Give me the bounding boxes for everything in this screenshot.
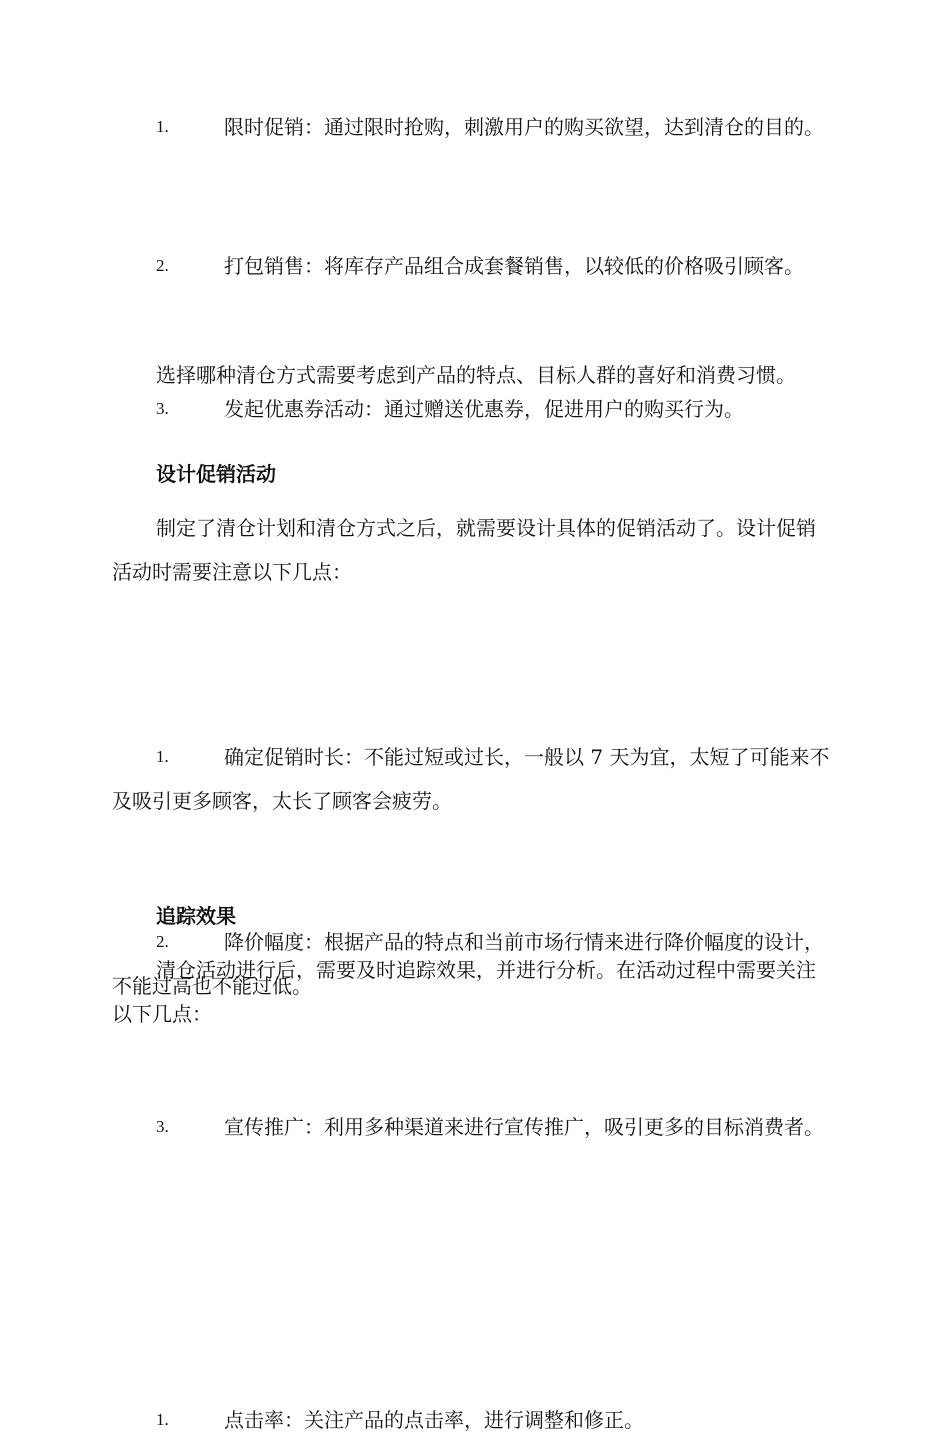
list-item bbox=[112, 1105, 832, 1149]
list-item bbox=[112, 105, 832, 149]
list-number: 1. bbox=[156, 747, 169, 766]
list-item-text: 降价幅度：根据产品的特点和当前市场行情来进行降价幅度的设计，不能过高也不能过低。 bbox=[112, 930, 824, 998]
list-item-text: 点击率：关注产品的点击率，进行调整和修正。 bbox=[224, 1408, 644, 1432]
list-item bbox=[112, 735, 832, 823]
list-item-text: 限时促销：通过限时抢购，刺激用户的购买欲望，达到清仓的目的。 bbox=[224, 115, 824, 139]
list-number: 1. bbox=[156, 117, 169, 136]
list-item-text: 打包销售：将库存产品组合成套餐销售，以较低的价格吸引顾客。 bbox=[224, 254, 804, 278]
list-number: 2. bbox=[156, 932, 169, 951]
paragraph: 选择哪种清仓方式需要考虑到产品的特点、目标人群的喜好和消费习惯。 bbox=[156, 363, 796, 387]
list-item-text: 确定促销时长：不能过短或过长，一般以 7 天为宜，太短了可能来不及吸引更多顾客，太长了顾客会疲劳。 bbox=[112, 745, 830, 813]
list-item bbox=[112, 1398, 832, 1442]
section-heading: 追踪效果 bbox=[156, 904, 236, 928]
list-item bbox=[112, 244, 832, 288]
paragraph: 清仓活动进行后，需要及时追踪效果，并进行分析。在活动过程中需要关注以下几点： bbox=[112, 958, 816, 1026]
list-item-text: 发起优惠券活动：通过赠送优惠券，促进用户的购买行为。 bbox=[224, 397, 744, 421]
list-number: 1. bbox=[156, 1410, 169, 1429]
section-heading: 设计促销活动 bbox=[156, 462, 276, 486]
paragraph: 制定了清仓计划和清仓方式之后，就需要设计具体的促销活动了。设计促销活动时需要注意以下几点： bbox=[112, 516, 816, 584]
list-number: 2. bbox=[156, 256, 169, 275]
list-item-text: 宣传推广：利用多种渠道来进行宣传推广，吸引更多的目标消费者。 bbox=[224, 1115, 824, 1139]
list-number: 3. bbox=[156, 399, 169, 418]
list-number: 3. bbox=[156, 1117, 169, 1136]
